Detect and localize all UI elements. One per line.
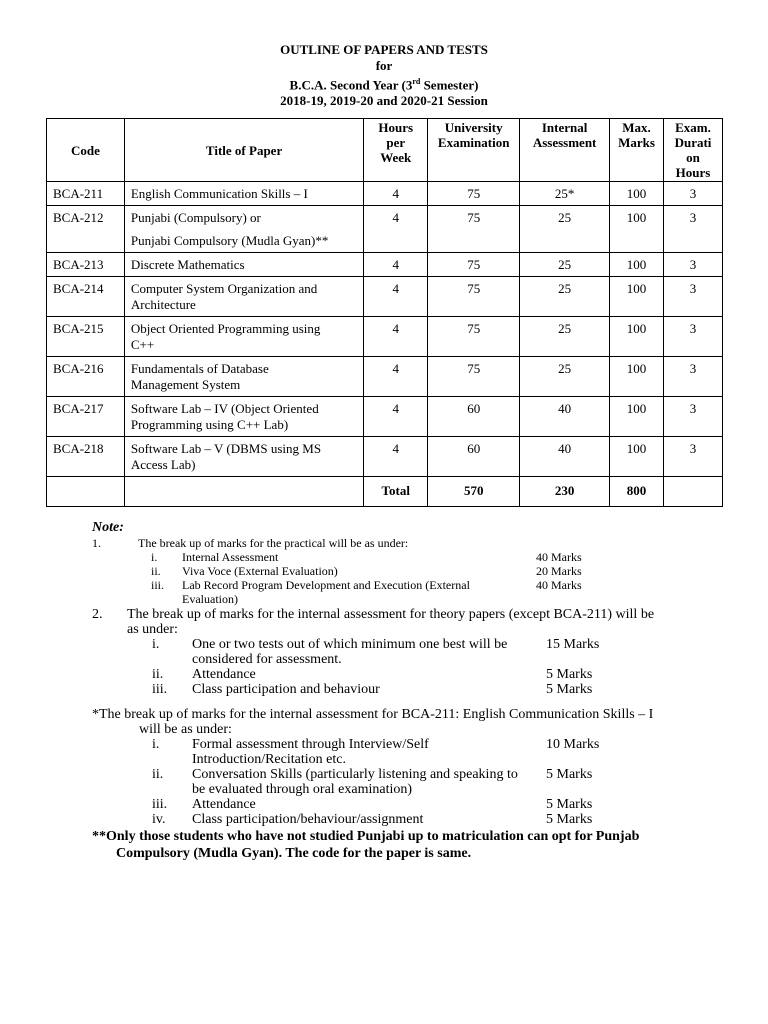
paper-title: English Communication Skills – I [124, 182, 363, 206]
table-row [47, 277, 723, 317]
header-for: for [375, 58, 393, 73]
header-course-text: B.C.A. Second Year (3 [289, 77, 413, 93]
list-item-text: Attendance [192, 667, 256, 682]
note-star-list [92, 737, 682, 827]
paper-university-marks: 75 [428, 357, 520, 397]
paper-internal-marks: 40 [520, 437, 610, 477]
note-2-text-line2: as under: [127, 622, 178, 637]
list-item-marks: 20 Marks [536, 564, 582, 578]
paper-title: Discrete Mathematics [124, 253, 363, 277]
paper-hours: 4 [364, 206, 428, 253]
paper-university-marks: 75 [428, 253, 520, 277]
paper-title: Object Oriented Programming using C++ [124, 317, 363, 357]
list-item-marks: 5 Marks [546, 682, 593, 697]
list-item-numeral: ii. [152, 667, 164, 682]
note-list-item [92, 550, 682, 564]
total-internal: 230 [520, 477, 610, 507]
paper-max-marks: 100 [610, 437, 664, 477]
list-item-marks: 10 Marks [546, 737, 600, 752]
paper-hours: 4 [364, 317, 428, 357]
list-item-text: Conversation Skills (particularly listening and speaking to be evaluated through oral examination) [192, 767, 518, 797]
header-session: 2018-19, 2019-20 and 2020-21 Session [280, 93, 488, 109]
paper-title: Fundamentals of Database Management System [124, 357, 363, 397]
note-list-item [92, 578, 682, 606]
list-item-numeral: ii. [152, 767, 164, 782]
col-header-code: Code [47, 119, 125, 182]
header-title: OUTLINE OF PAPERS AND TESTS [280, 42, 488, 57]
header-course-suffix: Semester) [420, 77, 479, 93]
paper-internal-marks: 25 [520, 206, 610, 253]
list-item-numeral: i. [152, 637, 160, 652]
total-university: 570 [428, 477, 520, 507]
table-header-row [47, 119, 723, 182]
paper-university-marks: 75 [428, 277, 520, 317]
paper-internal-marks: 25 [520, 317, 610, 357]
note-1-number: 1. [92, 536, 101, 550]
total-empty-duration [664, 477, 723, 507]
paper-code: BCA-215 [47, 317, 125, 357]
note-list-item [92, 812, 682, 827]
list-item-text: Class participation and behaviour [192, 682, 380, 697]
list-item-marks: 5 Marks [546, 767, 593, 782]
col-header-title: Title of Paper [124, 119, 363, 182]
note-list-item [92, 667, 682, 682]
note-star-text-line1: *The break up of marks for the internal assessment for BCA-211: English Communication Skills – I [92, 707, 654, 722]
paper-duration: 3 [664, 206, 723, 253]
paper-internal-marks: 25 [520, 357, 610, 397]
header-course [0, 74, 768, 93]
list-item-numeral: i. [152, 737, 160, 752]
list-item-text: Lab Record Program Development and Execution (External Evaluation) [182, 578, 470, 606]
paper-max-marks: 100 [610, 253, 664, 277]
paper-university-marks: 75 [428, 182, 520, 206]
table-total-row [47, 477, 723, 507]
note-2-number: 2. [92, 607, 103, 622]
note-list-item [92, 564, 682, 578]
list-item-marks: 15 Marks [546, 637, 600, 652]
paper-university-marks: 60 [428, 397, 520, 437]
paper-code: BCA-214 [47, 277, 125, 317]
note-star-text-line2: will be as under: [139, 722, 232, 737]
list-item-marks: 5 Marks [546, 797, 593, 812]
note-2 [92, 607, 682, 637]
paper-max-marks: 100 [610, 397, 664, 437]
paper-max-marks: 100 [610, 357, 664, 397]
paper-title: Software Lab – IV (Object Oriented Programming using C++ Lab) [124, 397, 363, 437]
notes-title: Note: [92, 520, 124, 535]
total-empty-title [124, 477, 363, 507]
note-list-item [92, 682, 682, 697]
list-item-numeral: iii. [151, 578, 165, 592]
table-row [47, 397, 723, 437]
table-row [47, 182, 723, 206]
col-header-internal: Internal Assessment [520, 119, 610, 182]
paper-duration: 3 [664, 357, 723, 397]
paper-code: BCA-213 [47, 253, 125, 277]
paper-title: Software Lab – V (DBMS using MS Access Lab) [124, 437, 363, 477]
note-1 [92, 536, 682, 550]
col-header-duration: Exam. Durati on Hours [664, 119, 723, 182]
list-item-text: Formal assessment through Interview/Self Introduction/Recitation etc. [192, 737, 429, 767]
list-item-numeral: ii. [151, 564, 161, 578]
paper-university-marks: 60 [428, 437, 520, 477]
paper-code: BCA-218 [47, 437, 125, 477]
table-row [47, 253, 723, 277]
paper-code: BCA-216 [47, 357, 125, 397]
paper-hours: 4 [364, 357, 428, 397]
paper-duration: 3 [664, 277, 723, 317]
paper-title: Punjabi (Compulsory) or Punjabi Compulsory (Mudla Gyan)** [124, 206, 363, 253]
paper-duration: 3 [664, 437, 723, 477]
paper-duration: 3 [664, 317, 723, 357]
note-2-text-line1: The break up of marks for the internal assessment for theory papers (except BCA-211) will be [127, 607, 655, 622]
col-header-university: University Examination [428, 119, 520, 182]
col-header-max: Max. Marks [610, 119, 664, 182]
total-label: Total [364, 477, 428, 507]
paper-hours: 4 [364, 277, 428, 317]
note-final [92, 828, 682, 862]
list-item-text: Class participation/behaviour/assignment [192, 812, 424, 827]
paper-hours: 4 [364, 182, 428, 206]
header-course-sup: rd [412, 77, 421, 86]
paper-university-marks: 75 [428, 206, 520, 253]
list-item-numeral: iii. [152, 682, 168, 697]
list-item-marks: 5 Marks [546, 667, 593, 682]
note-list-item [92, 767, 682, 797]
note-list-item [92, 737, 682, 767]
paper-max-marks: 100 [610, 182, 664, 206]
note-1-list [92, 550, 682, 606]
list-item-marks: 40 Marks [536, 578, 582, 592]
table-row [47, 317, 723, 357]
paper-max-marks: 100 [610, 277, 664, 317]
note-list-item [92, 637, 682, 667]
paper-internal-marks: 25* [520, 182, 610, 206]
table-row [47, 437, 723, 477]
paper-university-marks: 75 [428, 317, 520, 357]
list-item-numeral: i. [151, 550, 158, 564]
table-row [47, 206, 723, 253]
paper-code: BCA-217 [47, 397, 125, 437]
paper-duration: 3 [664, 397, 723, 437]
paper-duration: 3 [664, 182, 723, 206]
note-final-line1: **Only those students who have not studied Punjabi up to matriculation can opt for Punjab [92, 829, 640, 844]
list-item-numeral: iv. [152, 812, 166, 827]
paper-code: BCA-211 [47, 182, 125, 206]
paper-duration: 3 [664, 253, 723, 277]
note-1-text: The break up of marks for the practical will be as under: [138, 536, 409, 550]
paper-internal-marks: 25 [520, 253, 610, 277]
note-list-item [92, 797, 682, 812]
paper-max-marks: 100 [610, 317, 664, 357]
total-max: 800 [610, 477, 664, 507]
list-item-text: Attendance [192, 797, 256, 812]
list-item-text: Internal Assessment [182, 550, 279, 564]
paper-code: BCA-212 [47, 206, 125, 253]
list-item-text: One or two tests out of which minimum one best will be considered for assessment. [192, 637, 508, 667]
paper-hours: 4 [364, 397, 428, 437]
paper-hours: 4 [364, 437, 428, 477]
note-star [92, 707, 682, 737]
total-empty-code [47, 477, 125, 507]
document-header [0, 42, 768, 109]
list-item-marks: 40 Marks [536, 550, 582, 564]
list-item-numeral: iii. [152, 797, 168, 812]
paper-internal-marks: 25 [520, 277, 610, 317]
notes-section [92, 520, 682, 862]
paper-hours: 4 [364, 253, 428, 277]
list-item-marks: 5 Marks [546, 812, 593, 827]
col-header-hours: Hours per Week [364, 119, 428, 182]
paper-internal-marks: 40 [520, 397, 610, 437]
paper-max-marks: 100 [610, 206, 664, 253]
paper-title: Computer System Organization and Architecture [124, 277, 363, 317]
note-final-line2: Compulsory (Mudla Gyan). The code for the paper is same. [116, 846, 472, 861]
papers-table [46, 118, 723, 507]
note-2-list [92, 637, 682, 697]
table-row [47, 357, 723, 397]
list-item-text: Viva Voce (External Evaluation) [182, 564, 338, 578]
